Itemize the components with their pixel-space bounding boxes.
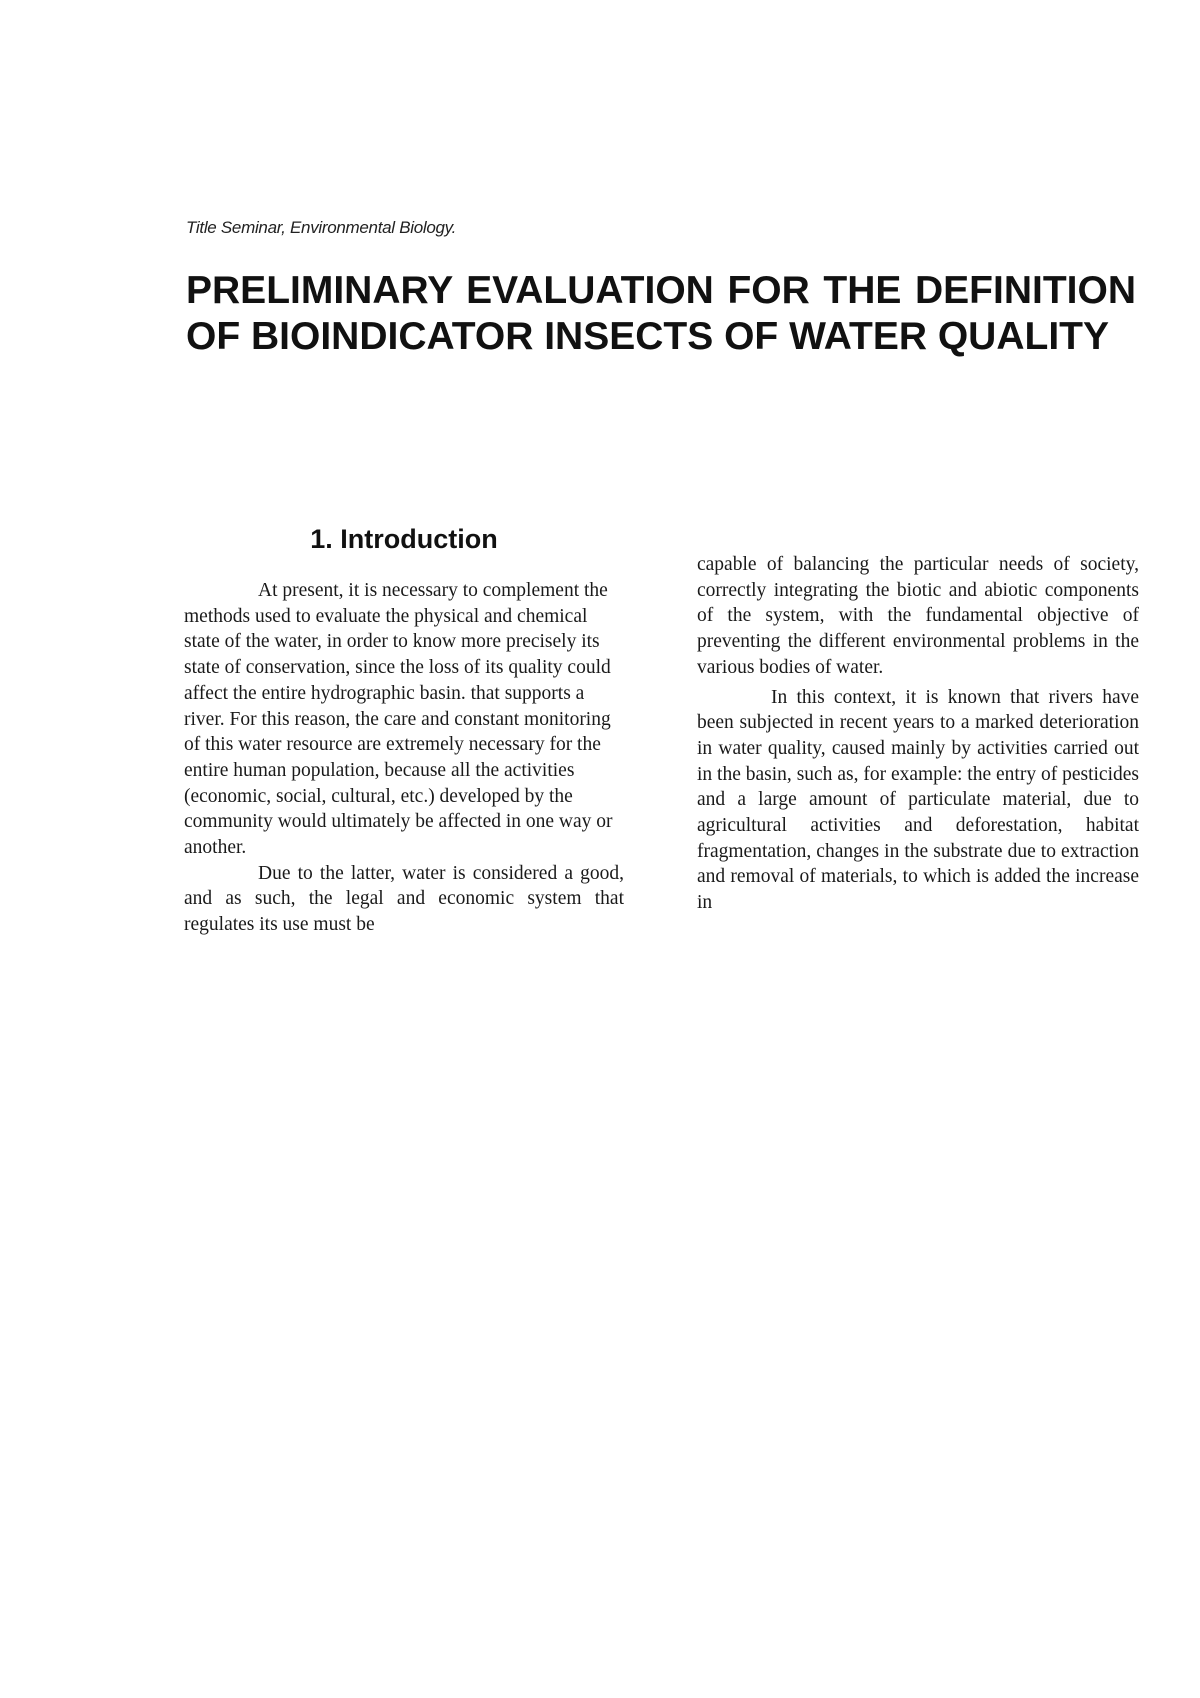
right-column [697, 552, 1139, 916]
intro-paragraph-2: Due to the latter, water is considered a good, and as such, the legal and economic system that regulates its use must be [184, 862, 624, 936]
intro-paragraph-4: In this context, it is known that rivers have been subjected in recent years to a marked deterioration in water quality, caused mainly by activities carried out in the basin, such as, for example: the entry of pesticides and a large amount of particulate material, due to agricultural activities and deforestation, habitat fragmentation, changes in the substrate due to extraction and removal of materials, to which is added the increase in [697, 686, 1139, 914]
intro-paragraph-3: capable of balancing the particular needs of society, correctly integrating the biotic and abiotic components of the system, with the fundamental objective of preventing the different environmental problems in the various bodies of water. [697, 554, 1139, 678]
left-column [184, 522, 624, 938]
section-heading: 1. Introduction [310, 524, 498, 554]
course-note: Title Seminar, Environmental Biology. [186, 218, 457, 237]
document-title: PRELIMINARY EVALUATION FOR THE DEFINITION OF BIOINDICATOR INSECTS OF WATER QUALITY [186, 269, 1136, 358]
intro-paragraph-1: At present, it is necessary to complement the methods used to evaluate the physical and chemical state of the water, in order to know more precisely its state of conservation, since the loss of its quality could affect the entire hydrographic basin. that supports a river. For this reason, the care and constant monitoring of this water resource are extremely necessary for the entire human population, because all the activities (economic, social, cultural, etc.) developed by the community would ultimately be affected in one way or another. [184, 580, 613, 859]
